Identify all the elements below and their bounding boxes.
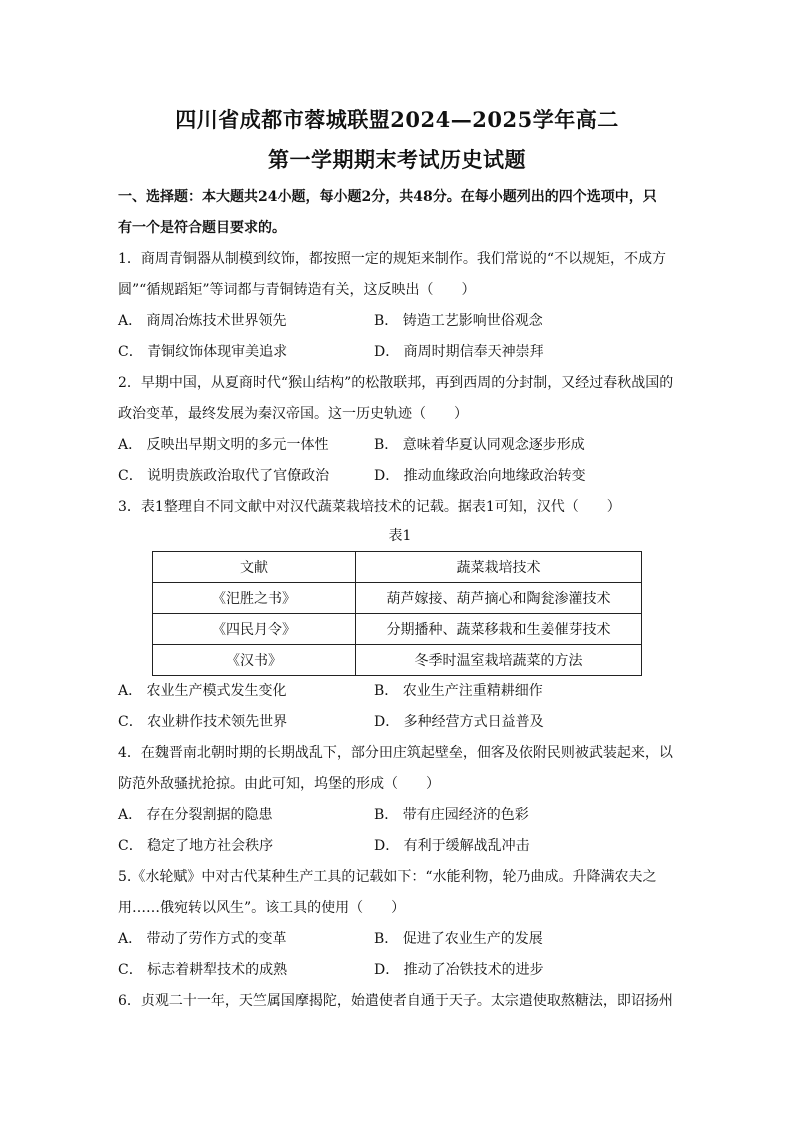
section-heading-line1: 一、选择题：本大题共24小题，每小题2分，共48分。在每小题列出的四个选项中，只	[118, 189, 657, 205]
table-cell-source: 《汉书》	[153, 645, 356, 676]
q2-option-d: D． 推动血缘政治向地缘政治转变	[374, 468, 586, 484]
q5-option-d: D． 推动了冶铁技术的进步	[374, 962, 544, 978]
vegetable-cultivation-table	[152, 551, 642, 676]
question-5	[118, 862, 682, 986]
question-5-line1: 5.《水轮赋》中对古代某种生产工具的记载如下：“水能利物，轮乃曲成。升降满农夫之	[118, 869, 657, 885]
question-6-line1: 6．贞观二十一年，天竺属国摩揭陀，始遣使者自通于天子。太宗遣使取熬糖法，即诏扬州	[118, 993, 673, 1009]
q3-option-b: B． 农业生产注重精耕细作	[374, 683, 543, 699]
exam-title-line2: 第一学期期末考试历史试题	[268, 147, 526, 172]
q3-option-d: D． 多种经营方式日益普及	[374, 714, 544, 730]
table-row	[153, 583, 642, 614]
table-cell-source: 《汜胜之书》	[153, 583, 356, 614]
question-6	[118, 986, 682, 1017]
table-cell-technique: 分期播种、蔬菜移栽和生姜催芽技术	[356, 614, 642, 645]
table-header-source: 文献	[153, 552, 356, 583]
q1-option-b: B． 铸造工艺影响世俗观念	[374, 313, 543, 329]
table-cell-technique: 葫芦嫁接、葫芦摘心和陶瓮渗灌技术	[356, 583, 642, 614]
q1-option-a: A． 商周冶炼技术世界领先	[118, 313, 287, 329]
q2-option-c: C． 说明贵族政治取代了官僚政治	[118, 468, 330, 484]
question-3-line1: 3．表1整理自不同文献中对汉代蔬菜栽培技术的记载。据表1可知，汉代（ ）	[118, 499, 621, 515]
question-2	[118, 368, 682, 492]
q5-option-a: A． 带动了劳作方式的变革	[118, 931, 287, 947]
question-4-line2: 防范外敌骚扰抢掠。由此可知，坞堡的形成（ ）	[118, 776, 440, 792]
question-1-line1: 1．商周青铜器从制模到纹饰，都按照一定的规矩来制作。我们常说的“不以规矩，不成方	[118, 251, 667, 267]
question-2-line2: 政治变革，最终发展为秦汉帝国。这一历史轨迹（ ）	[118, 406, 468, 422]
table-row	[153, 645, 642, 676]
table-cell-source: 《四民月令》	[153, 614, 356, 645]
q4-option-b: B． 带有庄园经济的色彩	[374, 807, 529, 823]
table-header-technique: 蔬菜栽培技术	[356, 552, 642, 583]
table-caption: 表1	[388, 528, 412, 544]
table-cell-technique: 冬季时温室栽培蔬菜的方法	[356, 645, 642, 676]
exam-body	[118, 182, 682, 1017]
exam-title-line1: 四川省成都市蓉城联盟2024—2025学年高二	[175, 107, 619, 132]
q3-option-c: C． 农业耕作技术领先世界	[118, 714, 288, 730]
question-4	[118, 738, 682, 862]
q4-option-c: C． 稳定了地方社会秩序	[118, 838, 274, 854]
q2-option-a: A． 反映出早期文明的多元一体性	[118, 437, 329, 453]
q3-option-a: A． 农业生产模式发生变化	[118, 683, 287, 699]
q1-option-c: C． 青铜纹饰体现审美追求	[118, 344, 288, 360]
question-1	[118, 244, 682, 368]
table-row	[153, 614, 642, 645]
question-3	[118, 492, 682, 738]
q5-option-c: C． 标志着耕犁技术的成熟	[118, 962, 288, 978]
q2-option-b: B． 意味着华夏认同观念逐步形成	[374, 437, 585, 453]
q4-option-a: A． 存在分裂割据的隐患	[118, 807, 273, 823]
question-4-line1: 4．在魏晋南北朝时期的长期战乱下，部分田庄筑起壁垒，佃客及依附民则被武装起来，以	[118, 745, 673, 761]
table-header-row	[153, 552, 642, 583]
q4-option-d: D． 有利于缓解战乱冲击	[374, 838, 530, 854]
question-5-line2: 用……俄宛转以风生”。该工具的使用（ ）	[118, 900, 406, 916]
question-2-line1: 2．早期中国，从夏商时代“猴山结构”的松散联邦，再到西周的分封制，又经过春秋战国的	[118, 375, 674, 391]
q1-option-d: D． 商周时期信奉天神崇拜	[374, 344, 544, 360]
section-heading-line2: 有一个是符合题目要求的。	[118, 220, 286, 236]
q5-option-b: B． 促进了农业生产的发展	[374, 931, 543, 947]
question-1-line2: 圆”“循规蹈矩”等词都与青铜铸造有关，这反映出（ ）	[118, 282, 476, 298]
